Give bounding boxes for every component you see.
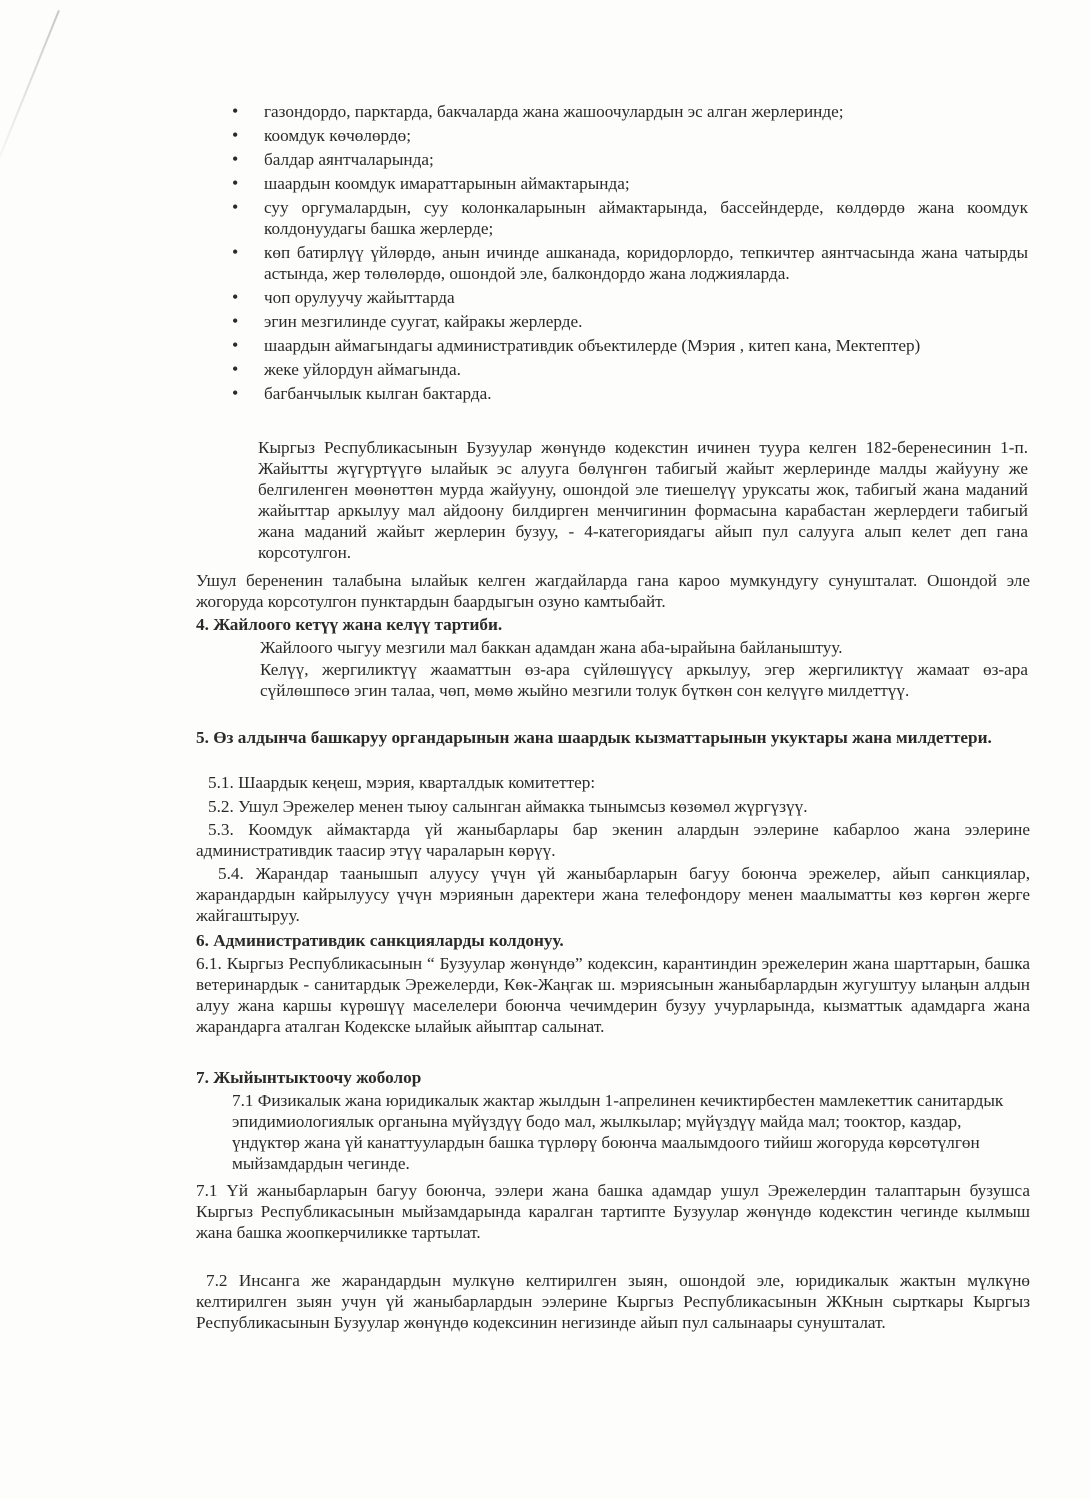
- list-item: • эгин мезгилинде суугат, кайракы жерлерде.: [228, 311, 1028, 332]
- list-item: • жеке уйлордун аймагында.: [228, 359, 1028, 380]
- list-item: • багбанчылык кылган бактарда.: [228, 383, 1028, 404]
- section-4-heading: 4. Жайлоого кетүү жана келүү тартиби.: [196, 615, 503, 634]
- section-5-heading: 5. Өз алдынча башкаруу органдарынын жана шаардык кызматтарынын укуктары жана милдеттери.: [196, 728, 992, 747]
- section-4-paragraph-1: Жайлоого чыгуу мезгили мал баккан адамдан жана аба-ырайына байланыштуу.: [260, 638, 843, 657]
- article-note-paragraph: Ушул берененин талабына ылайык келген жагдайларда гана кароо мумкундугу сунушталат. Ошондой эле жогоруда корсотулгон пунктардын баардыгын озуно камтыбайт.: [196, 571, 1030, 611]
- section-5-1: 5.1. Шаардык кеңеш, мэрия, кварталдык комитеттер:: [208, 773, 596, 792]
- bullet-list: [228, 101, 1028, 407]
- list-item: • шаардын аймагындагы административдик объектилерде (Мэрия , китеп кана, Мектептер): [228, 335, 1028, 356]
- list-item: • газондордо, парктарда, бакчаларда жана жашоочулардын эс алган жерлеринде;: [228, 101, 1028, 122]
- list-item: • коомдук көчөлөрдө;: [228, 125, 1028, 146]
- section-5-3: 5.3. Коомдук аймактарда үй жаныбарлары бар экенин алардын ээлерине кабарлоо жана ээлерине административдик таасир этүү чараларын көрүү.: [196, 820, 1030, 860]
- section-5-2: 5.2. Ушул Эрежелер менен тыюу салынган аймакка тынымсыз көзөмөл жүргүзүү.: [208, 797, 808, 816]
- section-5-4: 5.4. Жарандар таанышып алуусу үчүн үй жаныбарларын багуу боюнча эрежелер, айып санкциялар, жарандардын кайрылуусу үчүн мэриянын даректери жана телефондору менен маалыматты көз көргөн жерге жайгаштыруу.: [196, 864, 1030, 925]
- list-item: • балдар аянтчаларында;: [228, 149, 1028, 170]
- section-7-paragraph-3: 7.2 Инсанга же жарандардын мулкүнө келтирилген зыян, ошондой эле, юридикалык жактын мүлкүнө келтирилген зыян учун үй жаныбарлардын ээлерине Кыргыз Республикасынын ЖКнын сырткары Кыргыз Республикасынын Бузуулар жөнүндө кодексинин негизинде айып пул салынаары сунушталат.: [196, 1271, 1030, 1332]
- section-7-paragraph-1: 7.1 Физикалык жана юридикалык жактар жылдын 1-апрелинен кечиктирбестен мамлекеттик санитардык эпидимиологиялык органына мүйүздүү бодо мал, жылкылар; мүйүздүү майда мал; тооктор, каздар, үндүктөр жана үй канаттуулардын башка түрлөрү боюнча маалымдоого тийиш жогоруда көрсөтүлгөн мыйзамдардын чегинде.: [232, 1091, 1004, 1173]
- list-item: • чоп орулуучу жайыттарда: [228, 287, 1028, 308]
- section-6-heading: 6. Административдик санкцияларды колдонуу.: [196, 931, 564, 950]
- section-7-heading: 7. Жыйынтыктоочу жоболор: [196, 1068, 422, 1087]
- code-article-paragraph: Кыргыз Республикасынын Бузуулар жөнүндө кодекстин ичинен туура келген 182-беренесинин 1-п. Жайытты жүгүртүүгө ылайык эс алууга бөлүнгөн табигый жайыт жерлеринде малды жайууну же белгиленген мөөнөттөн мурда жайууну, ошондой эле тиешелүү уруксаты жок, табигый жана маданий жайыттар аркылуу мал айдоону билдирген менчигинин формасына карабастан жерлердеги табигый жана маданий жайыт жерлерин бузуу, - 4-категориядагы айып пул салууга алып келет деп гана корсотулгон.: [258, 438, 1028, 562]
- section-7-paragraph-2: 7.1 Үй жаныбарларын багуу боюнча, ээлери жана башка адамдар ушул Эрежелердин талаптарын бузушса Кыргыз Республикасынын мыйзамдарында каралган тартипте Бузуулар жөнүндө кодекстин чегинде кылмыш жана башка жоопкерчиликке тартылат.: [196, 1181, 1030, 1242]
- section-4-paragraph-2: Келүү, жергиликтүү жааматтын өз-ара сүйлөшүүсү аркылуу, эгер жергиликтүү жамаат өз-ара сүйлөшпөсө эгин талаа, чөп, мөмө жыйно мезгили толук бүткөн сон келүүгө милдеттүү.: [260, 660, 1028, 700]
- section-6-paragraph-1: 6.1. Кыргыз Республикасынын “ Бузуулар жөнүндө” кодексин, карантиндин эрежелерин жана шарттарын, башка ветеринардык - санитардык Эрежелерди, Көк-Жаңгак ш. мэриясынын жаныбарлардын жугуштуу ылаңын алдын алуу жана каршы күрөшүү маселелери боюнча чечимдерин бузуу учурларында, кызматтык адамдарга жана жарандарга аталган Кодекске ылайык айыптар салынат.: [196, 954, 1030, 1036]
- list-item: • суу оргумалардын, суу колонкаларынын аймактарында, бассейндерде, көлдөрдө жана коомдук колдонуудагы башка жерлерде;: [228, 197, 1028, 239]
- list-item: • көп батирлүү үйлөрдө, анын ичинде ашканада, коридорлордо, тепкичтер аянтчасында жана чатырды астында, жер төлөлөрдө, ошондой эле, балкондордо жана лоджияларда.: [228, 242, 1028, 284]
- list-item: • шаардын коомдук имараттарынын аймактарында;: [228, 173, 1028, 194]
